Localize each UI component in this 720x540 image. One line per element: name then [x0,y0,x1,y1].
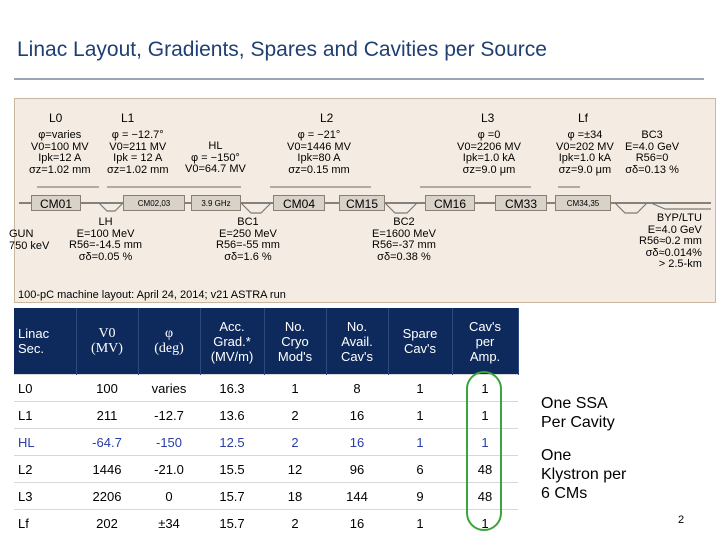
lh-r56: R56=-14.5 mm [69,239,143,251]
cell-phi: ±34 [138,510,200,537]
byp-ltu-length: > 2.5-km [658,258,702,270]
l1-ipk: Ipk = 12 A [113,152,163,164]
chicane-bc1 [241,203,271,213]
slide-title: Linac Layout, Gradients, Spares and Cavities per Source [17,38,547,61]
cell-spare: 1 [388,375,452,402]
col-header-cryo-mods: No. Cryo Mod's [264,308,326,375]
hl-v0: V0=64.7 MV [185,163,246,175]
bc2-sigd: σδ=0.38 % [377,250,431,263]
table-row [14,510,518,537]
cell-sec: L3 [14,483,76,510]
bc2-energy: E=1600 MeV [372,227,436,240]
cell-per-amp: 1 [452,429,518,456]
bc2-r56: R56=-37 mm [372,239,436,251]
cryomodule-cm02-03: CM02,03 [123,195,185,211]
table-row [14,456,518,483]
cell-per-amp: 48 [452,456,518,483]
cell-sec: HL [14,429,76,456]
bc1-name: BC1 [237,216,259,228]
cell-spare: 1 [388,429,452,456]
cell-v0: 1446 [76,456,138,483]
l1-v0: V0=211 MV [109,140,167,153]
cell-avail: 8 [326,375,388,402]
table-row [14,429,518,456]
col-header-cavs-per-amp: Cav's per Amp. [452,308,518,375]
linac-gradients-table [14,308,519,536]
l2-ipk: Ipk=80 A [297,152,341,164]
cell-phi: -21.0 [138,456,200,483]
byp-ltu-params [639,213,702,271]
cell-cryo: 12 [264,456,326,483]
cell-cryo: 2 [264,510,326,537]
hl-name: HL [208,140,223,152]
linac-layout-diagram [9,98,716,303]
cell-v0: 2206 [76,483,138,510]
cell-cryo: 1 [264,375,326,402]
cell-per-amp: 1 [452,402,518,429]
l1-name: L1 [121,111,135,125]
note-ssa-line1: One SSA [541,395,608,412]
l0-ipk: Ipk=12 A [38,152,82,164]
cryomodule-cm33: CM33 [495,195,547,211]
cell-grad: 12.5 [200,429,264,456]
harmonic-cavity-3-9ghz: 3.9 GHz [191,195,241,211]
col-header-phi: φ (deg) [138,308,200,375]
cell-grad: 16.3 [200,375,264,402]
lf-phi: φ =±34 [567,129,603,141]
lh-params [69,217,142,263]
cryomodule-cm16: CM16 [425,195,475,211]
l0-phi: φ=varies [38,129,82,141]
cell-phi: -12.7 [138,402,200,429]
bc3-energy: E=4.0 GeV [625,140,680,153]
cell-cryo: 18 [264,483,326,510]
cell-grad: 15.5 [200,456,264,483]
l2-phi: φ = −21° [297,129,341,141]
byp-ltu-r56: R56≈0.2 mm [639,235,702,247]
note-klystron-line3: 6 CMs [541,485,588,502]
table-row [14,402,518,429]
cell-per-amp: 1 [452,510,518,537]
byp-ltu-energy: E=4.0 GeV [647,223,702,236]
bypass-line [651,203,711,209]
bc1-r56: R56=-55 mm [216,239,280,251]
bc1-sigd: σδ=1.6 % [224,250,272,263]
cell-grad: 13.6 [200,402,264,429]
bc1-params [216,217,280,263]
l2-name: L2 [320,111,334,125]
l1-phi: φ = −12.7° [111,129,164,141]
cell-v0: 211 [76,402,138,429]
title-divider [14,78,704,80]
l2-params [287,130,351,176]
cell-grad: 15.7 [200,510,264,537]
hl-params [185,141,246,176]
hl-phi: φ = −150° [190,151,240,164]
lf-sigz: σz=9.0 μm [558,163,612,176]
chicane-lh [99,203,123,211]
table-row [14,483,518,510]
cell-cryo: 2 [264,429,326,456]
cell-avail: 96 [326,456,388,483]
l1-sigz: σz=1.02 mm [107,163,169,176]
cell-avail: 144 [326,483,388,510]
cell-v0: 202 [76,510,138,537]
page-number: 2 [678,514,685,526]
l2-v0: V0=1446 MV [287,140,351,153]
bc3-r56: R56=0 [635,152,669,164]
lf-params [556,130,614,176]
cell-sec: L0 [14,375,76,402]
col-header-linac-sec: Linac Sec. [14,308,76,375]
byp-ltu-name: BYP/LTU [656,212,702,224]
gun-energy: 750 keV [9,239,50,252]
note-klystron-line1: One [541,447,572,464]
l3-name: L3 [481,111,495,125]
l3-phi: φ =0 [477,129,501,141]
l0-name: L0 [49,111,63,125]
lh-name: LH [98,216,113,228]
cryomodule-cm34-35: CM34,35 [555,195,611,211]
chicane-bc3 [615,203,647,213]
gun-label [9,229,49,252]
cell-per-amp: 1 [452,375,518,402]
table-row [14,375,518,402]
cell-avail: 16 [326,510,388,537]
cryomodule-cm04: CM04 [273,195,325,211]
lf-ipk: Ipk=1.0 kA [558,152,612,164]
cavs-per-amp-highlight-ring [466,371,502,531]
table-header-row [14,308,518,375]
cell-phi: 0 [138,483,200,510]
lh-sigd: σδ=0.05 % [78,250,133,263]
bc3-sigd: σδ=0.13 % [625,163,679,176]
cell-phi: varies [138,375,200,402]
l3-params [457,130,521,176]
cell-spare: 1 [388,402,452,429]
l0-params [29,130,91,176]
lh-energy: E=100 MeV [76,227,135,240]
l2-sigz: σz=0.15 mm [288,163,350,176]
cell-sec: L2 [14,456,76,483]
chicane-bc2 [385,203,417,213]
cell-spare: 6 [388,456,452,483]
cell-v0: -64.7 [76,429,138,456]
cell-phi: -150 [138,429,200,456]
cell-spare: 1 [388,510,452,537]
cell-grad: 15.7 [200,483,264,510]
col-header-spare-cavs: Spare Cav's [388,308,452,375]
lf-name: Lf [578,111,589,125]
cell-spare: 9 [388,483,452,510]
bc3-params [625,130,679,176]
bc1-energy: E=250 MeV [219,227,277,240]
layout-caption: 100-pC machine layout: April 24, 2014; v21 ASTRA run [18,289,286,301]
l3-v0: V0=2206 MV [457,140,521,153]
cell-sec: L1 [14,402,76,429]
note-klystron-line2: Klystron per [541,466,627,483]
bc2-name: BC2 [393,216,415,228]
col-header-avail-cavs: No. Avail. Cav's [326,308,388,375]
l0-v0: V0=100 MV [30,140,89,153]
note-ssa-per-cavity [541,394,615,432]
cell-v0: 100 [76,375,138,402]
byp-ltu-sigd: σδ≈0.014% [645,246,702,259]
note-klystron-per-6cms [541,446,626,503]
bc3-name: BC3 [641,129,663,141]
note-ssa-line2: Per Cavity [541,414,615,431]
col-header-acc-grad: Acc. Grad.* (MV/m) [200,308,264,375]
cell-per-amp: 48 [452,483,518,510]
cell-avail: 16 [326,402,388,429]
bc2-params [372,217,436,263]
l1-params [107,130,169,176]
l3-ipk: Ipk=1.0 kA [462,152,516,164]
cell-avail: 16 [326,429,388,456]
cell-cryo: 2 [264,402,326,429]
cryomodule-cm01: CM01 [31,195,81,211]
lf-v0: V0=202 MV [556,140,614,153]
l3-sigz: σz=9.0 μm [462,163,516,176]
cell-sec: Lf [14,510,76,537]
gun-name: GUN [9,228,34,240]
col-header-v0: V0 (MV) [76,308,138,375]
cryomodule-cm15: CM15 [339,195,385,211]
l0-sigz: σz=1.02 mm [29,163,91,176]
